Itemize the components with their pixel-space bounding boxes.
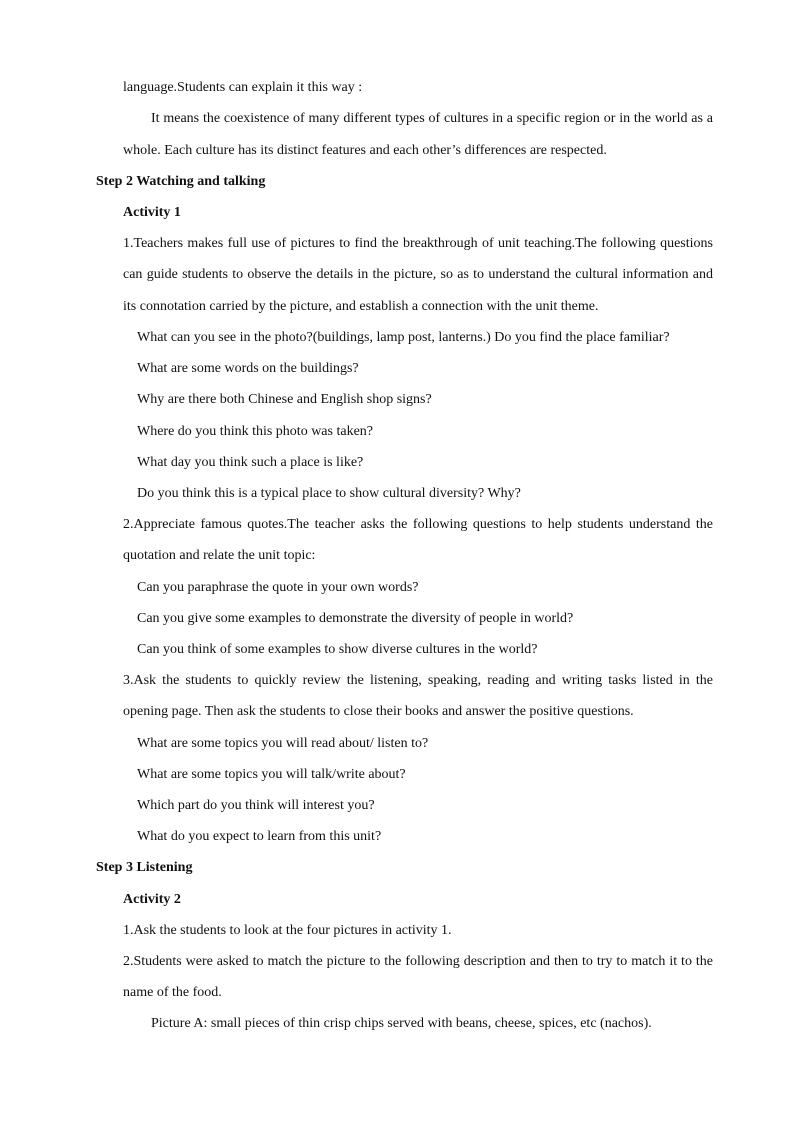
paragraph-line: language.Students can explain it this way : — [123, 80, 363, 95]
paragraph-line: whole. Each culture has its distinct features and each other’s differences are respected. — [123, 143, 607, 158]
paragraph-line: 3.Ask the students to quickly review the listening, speaking, reading and writing tasks listed in the — [123, 673, 713, 688]
paragraph-line: opening page. Then ask the students to close their books and answer the positive questions. — [123, 704, 634, 719]
section-heading: Step 2 Watching and talking — [96, 174, 266, 189]
question-item: Can you think of some examples to show diverse cultures in the world? — [137, 642, 538, 657]
question-item: What can you see in the photo?(buildings, lamp post, lanterns.) Do you find the place familiar? — [137, 330, 670, 345]
activity-heading: Activity 2 — [123, 892, 181, 907]
question-item: Why are there both Chinese and English shop signs? — [137, 392, 432, 407]
paragraph-line: its connotation carried by the picture, and establish a connection with the unit theme. — [123, 299, 599, 314]
question-item: What are some topics you will read about/ listen to? — [137, 736, 429, 751]
paragraph-line: 1.Ask the students to look at the four pictures in activity 1. — [123, 923, 452, 938]
paragraph-line: It means the coexistence of many different types of cultures in a specific region or in the world as a — [151, 111, 713, 126]
question-item: What are some words on the buildings? — [137, 361, 359, 376]
question-item: Which part do you think will interest you? — [137, 798, 375, 813]
paragraph-line: 2.Students were asked to match the picture to the following description and then to try to match it to the — [123, 954, 713, 969]
question-item: What day you think such a place is like? — [137, 455, 364, 470]
picture-description: Picture A: small pieces of thin crisp chips served with beans, cheese, spices, etc (nachos). — [151, 1016, 652, 1031]
paragraph-line: name of the food. — [123, 985, 222, 1000]
paragraph-line: 1.Teachers makes full use of pictures to find the breakthrough of unit teaching.The following questions — [123, 236, 713, 251]
question-item: Do you think this is a typical place to show cultural diversity? Why? — [137, 486, 521, 501]
paragraph-line: quotation and relate the unit topic: — [123, 548, 316, 563]
activity-heading: Activity 1 — [123, 205, 181, 220]
question-item: Can you give some examples to demonstrate the diversity of people in world? — [137, 611, 574, 626]
section-heading: Step 3 Listening — [96, 860, 193, 875]
question-item: What are some topics you will talk/write about? — [137, 767, 406, 782]
paragraph-line: can guide students to observe the details in the picture, so as to understand the cultural information and — [123, 267, 713, 282]
paragraph-line: 2.Appreciate famous quotes.The teacher asks the following questions to help students understand the — [123, 517, 713, 532]
question-item: What do you expect to learn from this unit? — [137, 829, 382, 844]
question-item: Where do you think this photo was taken? — [137, 424, 374, 439]
question-item: Can you paraphrase the quote in your own words? — [137, 580, 419, 595]
